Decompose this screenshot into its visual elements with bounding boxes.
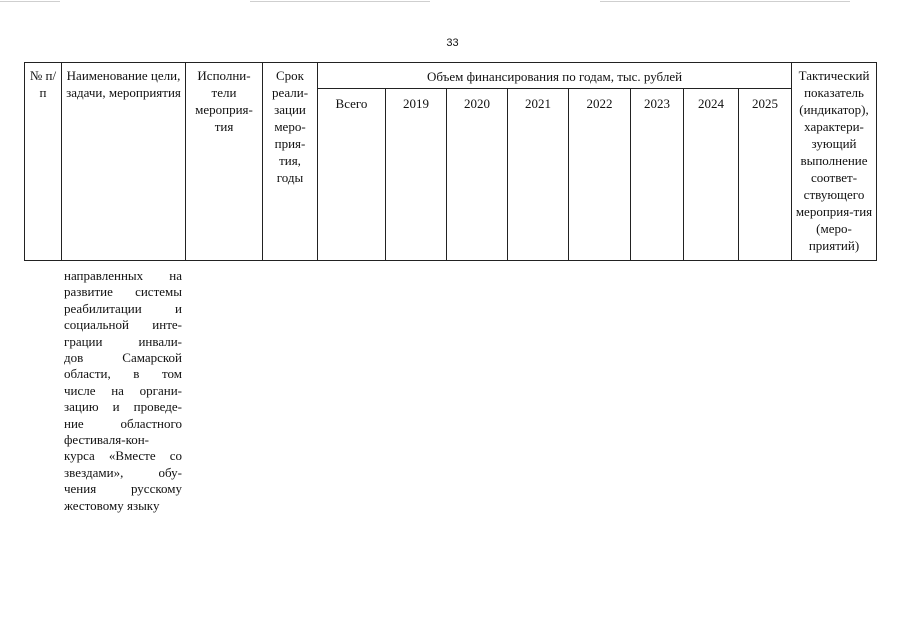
header-year-2021: 2021 [508,89,569,261]
header-year-2020: 2020 [447,89,508,261]
header-year-2023: 2023 [631,89,684,261]
header-term: Срок реали-зации меро-прия-тия, годы [263,63,318,261]
header-total: Всего [318,89,386,261]
continuation-line: дов Самарской [64,350,182,366]
continuation-line: зацию и проведе- [64,399,182,415]
header-indicator: Тактический показатель (индикатор), характери-зующий выполнение соответ-ствующего мероприя-тия (меро-приятий) [792,63,877,261]
continuation-line: направленных на [64,268,182,283]
continuation-text [64,268,182,514]
header-funding: Объем финансирования по годам, тыс. рублей [318,63,792,89]
continuation-line: звездами», обу- [64,464,182,480]
continuation-line: чения русскому [64,481,182,497]
continuation-line: ние областного [64,415,182,431]
continuation-line: жестовому языку [64,497,160,513]
continuation-line: реабилитации и [64,300,182,316]
header-year-2019: 2019 [386,89,447,261]
header-year-2022: 2022 [569,89,631,261]
page-number: 33 [446,37,459,49]
scan-artifact-line [600,1,850,2]
scan-artifact-line [250,1,430,2]
continuation-line: грации инвали- [64,333,182,349]
header-year-2025: 2025 [739,89,792,261]
continuation-line: курса «Вместе со [64,448,182,464]
header-name: Наименование цели, задачи, мероприятия [62,63,186,261]
continuation-line: числе на органи- [64,382,182,398]
financing-table [24,62,877,261]
continuation-line: области, в том [64,366,182,382]
header-year-2024: 2024 [684,89,739,261]
continuation-line: фестиваля-кон- [64,432,150,448]
continuation-line: развитие системы [64,284,182,300]
header-num: № п/п [25,63,62,261]
scan-artifact-line [0,1,60,2]
continuation-line: социальной инте- [64,317,182,333]
header-executors: Исполни-тели мероприя-тия [186,63,263,261]
